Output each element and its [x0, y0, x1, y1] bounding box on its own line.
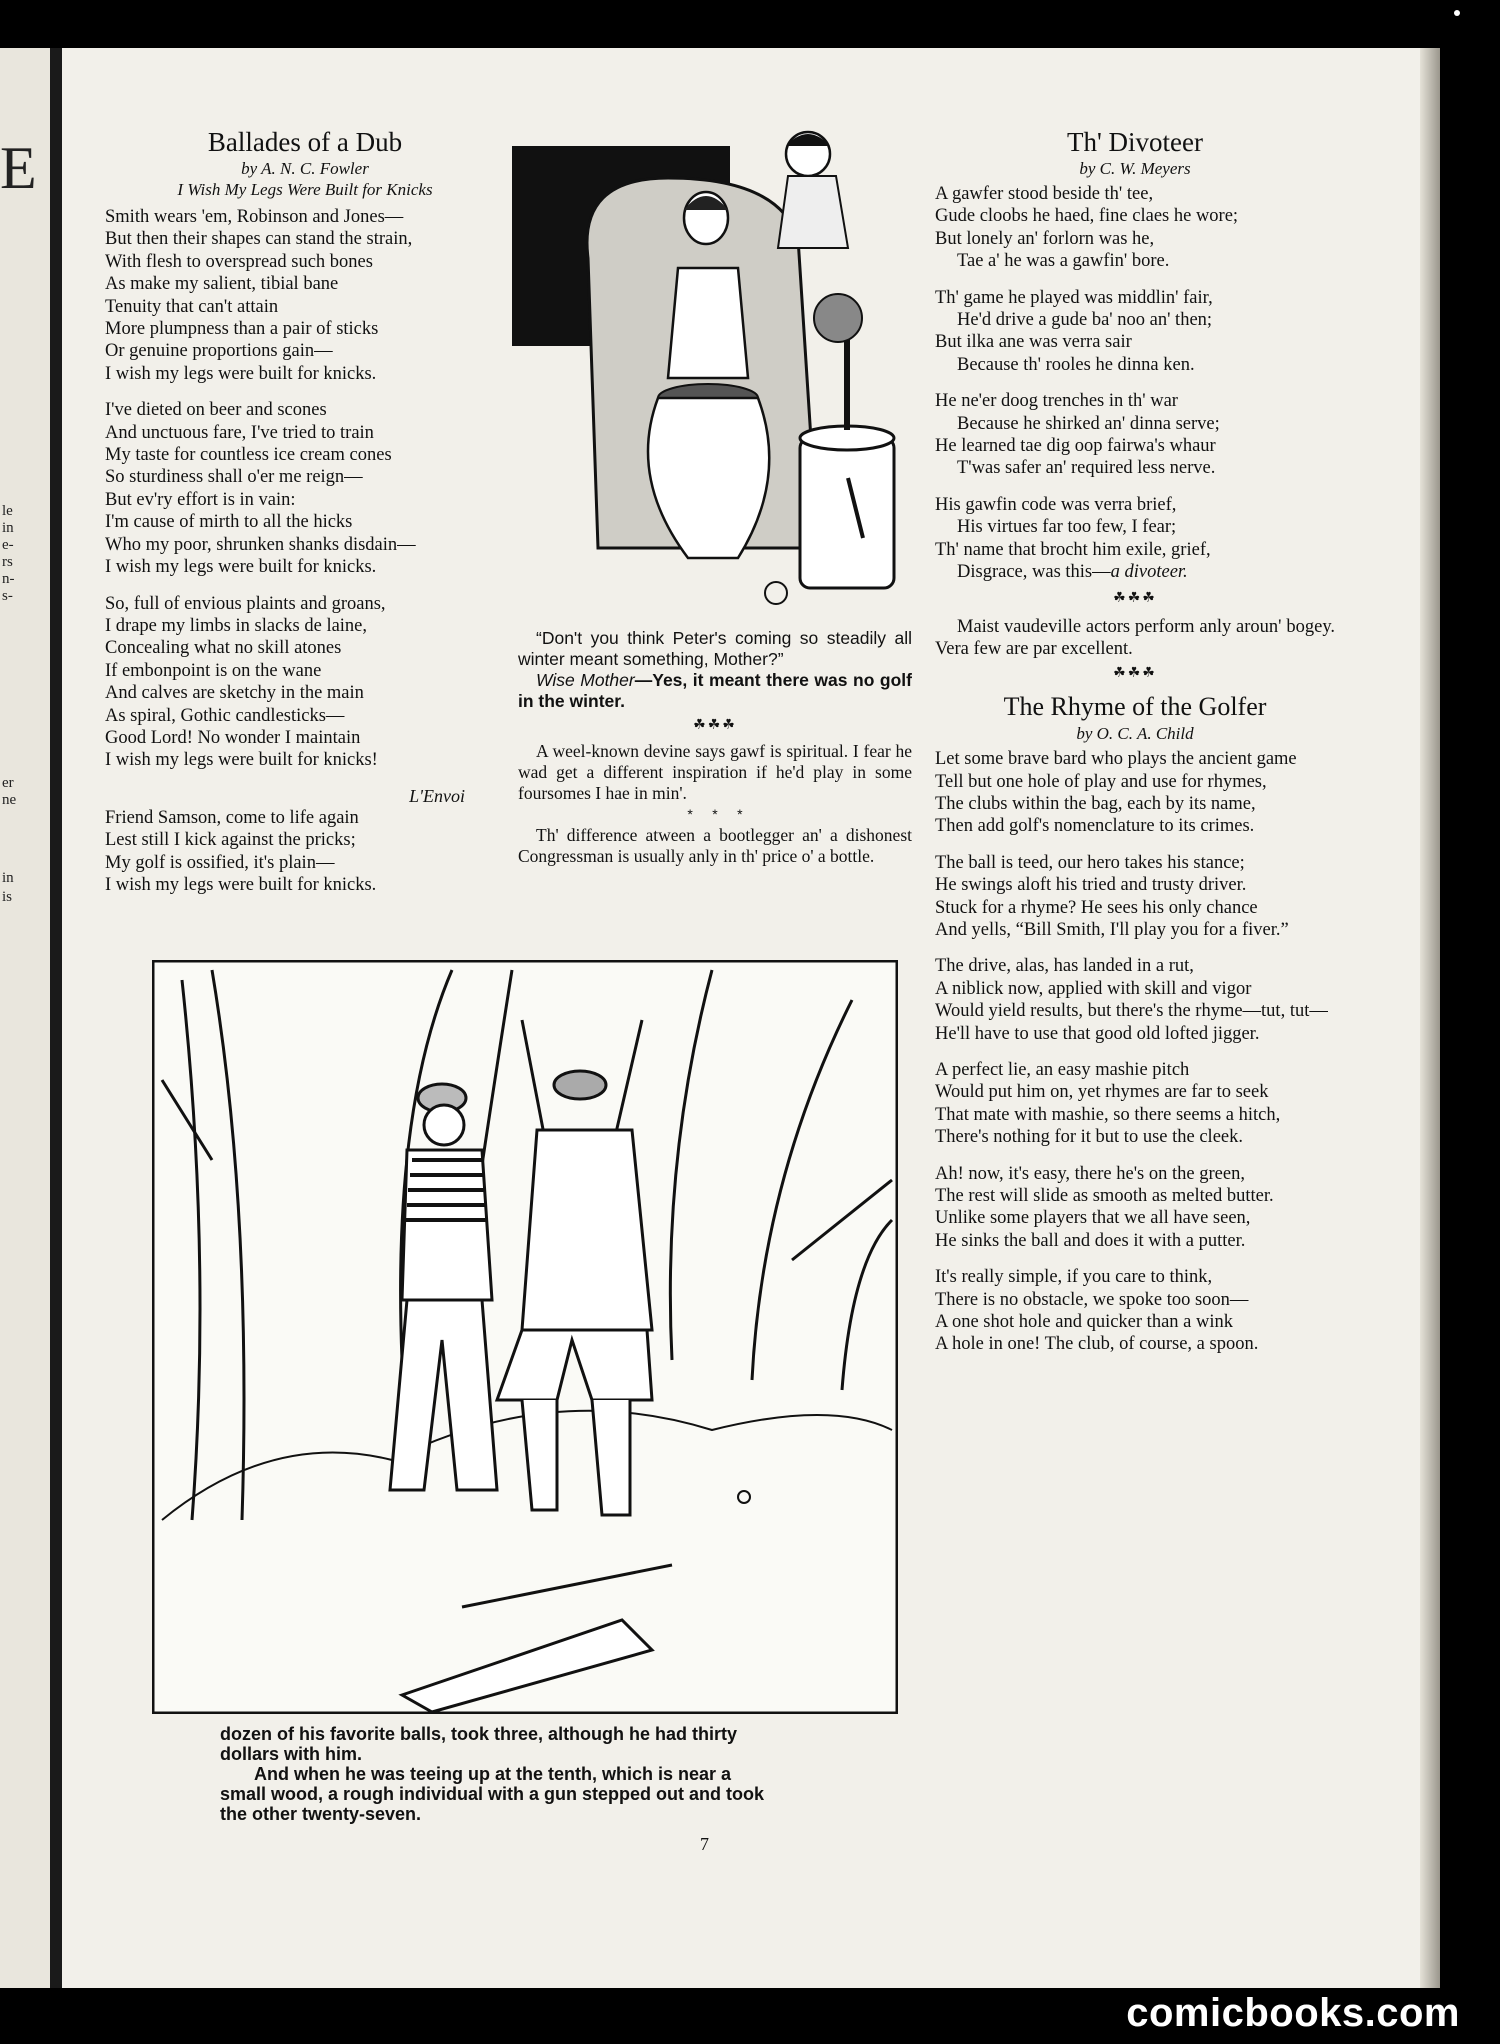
verse-line: I wish my legs were built for knicks!	[105, 750, 378, 771]
standing-woman-body	[778, 176, 848, 248]
ballades-title: Ballades of a Dub	[207, 127, 403, 157]
verse-line: I drape my limbs in slacks de laine,	[105, 615, 368, 636]
verse-line: Tell but one hole of play and use for rhymes,	[935, 771, 1267, 792]
edge-fragment: E	[0, 135, 37, 201]
rhyme-stanza-3	[935, 955, 1335, 1045]
women-chair-illustration	[508, 118, 912, 618]
verse-line: The ball is teed, our hero takes his stance;	[935, 852, 1245, 873]
verse-line: Lest still I kick against the pricks;	[105, 830, 356, 851]
verse-line: So sturdiness shall o'er me reign—	[105, 467, 363, 488]
edge-fragment: le	[2, 503, 13, 519]
verse-line: Then add golf's nomenclature to its crimes.	[935, 816, 1255, 837]
verse-line: The drive, alas, has landed in a rut,	[935, 956, 1194, 977]
verse-line: Who my poor, shrunken shanks disdain—	[105, 534, 416, 555]
wise-mother-label: Wise Mother	[536, 670, 635, 690]
verse-line: The clubs within the bag, each by its name,	[935, 793, 1256, 814]
verse-line: Friend Samson, come to life again	[105, 807, 359, 828]
rhyme-stanza-2	[935, 852, 1335, 942]
ballades-column	[105, 126, 505, 910]
envoi-stanza	[105, 807, 505, 897]
jokes-column	[518, 628, 912, 867]
verse-line: So, full of envious plaints and groans,	[105, 593, 386, 614]
verse-line: I'm cause of mirth to all the hicks	[105, 512, 353, 533]
verse-line: Th' game he played was middlin' fair,	[935, 287, 1213, 308]
verse-line: Tenuity that can't attain	[105, 296, 279, 317]
verse-line: And yells, “Bill Smith, I'll play you for a fiver.”	[935, 919, 1289, 940]
site-watermark: comicbooks.com	[1126, 1991, 1460, 2035]
verse-line: T'was safer an' required less nerve.	[957, 458, 1216, 479]
verse-line: There is no obstacle, we spoke too soon—	[935, 1289, 1249, 1310]
verse-line: And unctuous fare, I've tried to train	[105, 422, 374, 443]
verse-line: He ne'er doog trenches in th' war	[935, 391, 1178, 412]
verse-line: Let some brave bard who plays the ancient game	[935, 749, 1297, 770]
illustration-caption	[220, 1724, 780, 1824]
verse-line: Th' name that brocht him exile, grief,	[935, 539, 1211, 560]
verse-line: Good Lord! No wonder I maintain	[105, 727, 361, 748]
verse-line: Ah! now, it's easy, there he's on the green,	[935, 1163, 1245, 1184]
ballades-byline: by A. N. C. Fowler	[241, 159, 369, 178]
verse-line: More plumpness than a pair of sticks	[105, 319, 379, 340]
radiator-stand	[800, 438, 894, 588]
verse-line: His virtues far too few, I fear;	[957, 517, 1177, 538]
verse-line: Smith wears 'em, Robinson and Jones—	[105, 207, 404, 227]
verse-line: Concealing what no skill atones	[105, 638, 342, 659]
divoteer-stanza-3	[935, 390, 1335, 480]
verse-line: Tae a' he was a gawfin' bore.	[957, 251, 1170, 272]
verse-line: My golf is ossified, it's plain—	[105, 852, 335, 873]
verse-line: If embonpoint is on the wane	[105, 660, 322, 681]
verse-line: As make my salient, tibial bane	[105, 274, 339, 295]
verse-line: His gawfin code was verra brief,	[935, 494, 1177, 515]
verse-line: Would put him on, yet rhymes are far to seek	[935, 1082, 1269, 1103]
envoi-heading: L'Envoi	[409, 785, 465, 806]
ornament: ☘☘☘	[693, 716, 737, 732]
verse-line: And calves are sketchy in the main	[105, 683, 364, 704]
flowers	[814, 294, 862, 342]
divoteer-stanza-1	[935, 183, 1335, 273]
edge-fragment: er	[2, 775, 14, 791]
rhyme-stanza-5	[935, 1163, 1335, 1253]
ballades-stanza-2	[105, 399, 505, 578]
verse-line: But then their shapes can stand the strain,	[105, 229, 413, 250]
verse-line: He'd drive a gude ba' noo an' then;	[957, 310, 1213, 331]
edge-fragment: in	[2, 520, 14, 536]
verse-line: Stuck for a rhyme? He sees his only chance	[935, 897, 1258, 918]
joke-answer: —Yes, it meant there was no golf in the winter.	[518, 670, 912, 711]
golf-holdup-illustration	[152, 960, 898, 1714]
divoteer-stanza-2	[935, 287, 1335, 377]
ballades-stanza-3	[105, 593, 505, 772]
page-number: 7	[700, 1834, 709, 1854]
verse-line: My taste for countless ice cream cones	[105, 445, 392, 466]
verse-line: He'll have to use that good old lofted jigger.	[935, 1023, 1260, 1044]
verse-line: Because he shirked an' dinna serve;	[957, 413, 1220, 434]
edge-fragment: s-	[2, 588, 13, 604]
adjacent-page-edge	[0, 48, 50, 1988]
verse-line: A gawfer stood beside th' tee,	[935, 184, 1154, 204]
binding-gutter	[50, 48, 62, 1988]
rhyme-byline: by O. C. A. Child	[1076, 724, 1194, 744]
verse-line: He swings aloft his tried and trusty driver.	[935, 875, 1247, 896]
divoteer-byline: by C. W. Meyers	[1079, 159, 1191, 178]
verse-line: With flesh to overspread such bones	[105, 251, 373, 272]
verse-line: A one shot hole and quicker than a wink	[935, 1312, 1233, 1333]
verse-line: There's nothing for it but to use the cleek.	[935, 1127, 1243, 1148]
verse-line: Gude cloobs he haed, fine claes he wore;	[935, 206, 1239, 227]
artist-monogram	[765, 582, 787, 604]
standing-woman-hair	[786, 134, 830, 146]
verse-line: He learned tae dig oop fairwa's whaur	[935, 436, 1216, 457]
verse-line: A perfect lie, an easy mashie pitch	[935, 1060, 1190, 1080]
rhyme-stanza-4	[935, 1059, 1335, 1149]
corner-dot	[1454, 10, 1460, 16]
verse-line: But ilka ane was verra sair	[935, 332, 1132, 353]
star-divider: * * *	[687, 806, 743, 822]
rhyme-stanza-1	[935, 748, 1335, 838]
rhyme-title: The Rhyme of the Golfer	[1003, 692, 1267, 722]
verse-line: Disgrace, was this—	[957, 562, 1111, 583]
verse-line-italic: a divoteer.	[1110, 562, 1188, 583]
edge-fragment: n-	[2, 571, 15, 587]
edge-fragment: in	[2, 870, 14, 886]
divoteer-stanza-4	[935, 494, 1335, 584]
caption-line-1: dozen of his favorite balls, took three, although he had thirty dollars with him.	[220, 1724, 738, 1764]
verse-line: Or genuine proportions gain—	[105, 341, 333, 362]
joke-devine: A weel-known devine says gawf is spiritual. I fear he wad get a different inspiration if he'd play in some foursomes I hae in min'.	[518, 741, 912, 803]
ornament: ☘☘☘	[1113, 665, 1157, 681]
rhyme-stanza-6	[935, 1266, 1335, 1356]
verse-line: But ev'ry effort is in vain:	[105, 489, 296, 510]
vaudeville-joke: Maist vaudeville actors perform anly aroun' bogey. Vera few are par excellent.	[935, 616, 1335, 660]
verse-line: He sinks the ball and does it with a putter.	[935, 1230, 1246, 1251]
seated-woman-bodice	[668, 268, 748, 378]
ballades-stanza-1	[105, 206, 505, 385]
edge-fragment: e-	[2, 537, 14, 553]
joke-question: “Don't you think Peter's coming so steadily all winter meant something, Mother?”	[518, 628, 912, 669]
divoteer-title: Th' Divoteer	[1066, 127, 1204, 157]
edge-fragment: ne	[2, 792, 17, 808]
edge-fragment: rs	[2, 554, 13, 570]
verse-line: But lonely an' forlorn was he,	[935, 228, 1155, 249]
page-edge-shade	[1420, 48, 1440, 1988]
ballades-subtitle: I Wish My Legs Were Built for Knicks	[177, 180, 433, 199]
ornament: ☘☘☘	[1113, 590, 1157, 606]
verse-line: I wish my legs were built for knicks.	[105, 363, 377, 384]
verse-line: It's really simple, if you care to think,	[935, 1267, 1213, 1288]
verse-line: As spiral, Gothic candlesticks—	[105, 705, 345, 726]
caption-line-2: And when he was teeing up at the tenth, which is near a small wood, a rough individual with a gun stepped out and took the other twenty-seven.	[220, 1764, 765, 1824]
verse-line: I've dieted on beer and scones	[105, 400, 327, 421]
verse-line: Unlike some players that we all have seen,	[935, 1208, 1251, 1229]
verse-line: Would yield results, but there's the rhyme—tut, tut—	[935, 1001, 1328, 1022]
verse-line: I wish my legs were built for knicks.	[105, 874, 377, 895]
verse-line: I wish my legs were built for knicks.	[105, 557, 377, 578]
joke-bootlegger: Th' difference atween a bootlegger an' a dishonest Congressman is usually anly in th' price o' a bottle.	[518, 825, 912, 866]
verse-line: A hole in one! The club, of course, a spoon.	[935, 1334, 1259, 1355]
verse-line: Because th' rooles he dinna ken.	[957, 354, 1195, 375]
edge-fragment: is	[2, 889, 13, 905]
verse-line: The rest will slide as smooth as melted butter.	[935, 1186, 1274, 1207]
verse-line: A niblick now, applied with skill and vigor	[935, 978, 1252, 999]
divoteer-column	[935, 126, 1335, 1370]
verse-line: That mate with mashie, so there seems a hitch,	[935, 1104, 1281, 1125]
